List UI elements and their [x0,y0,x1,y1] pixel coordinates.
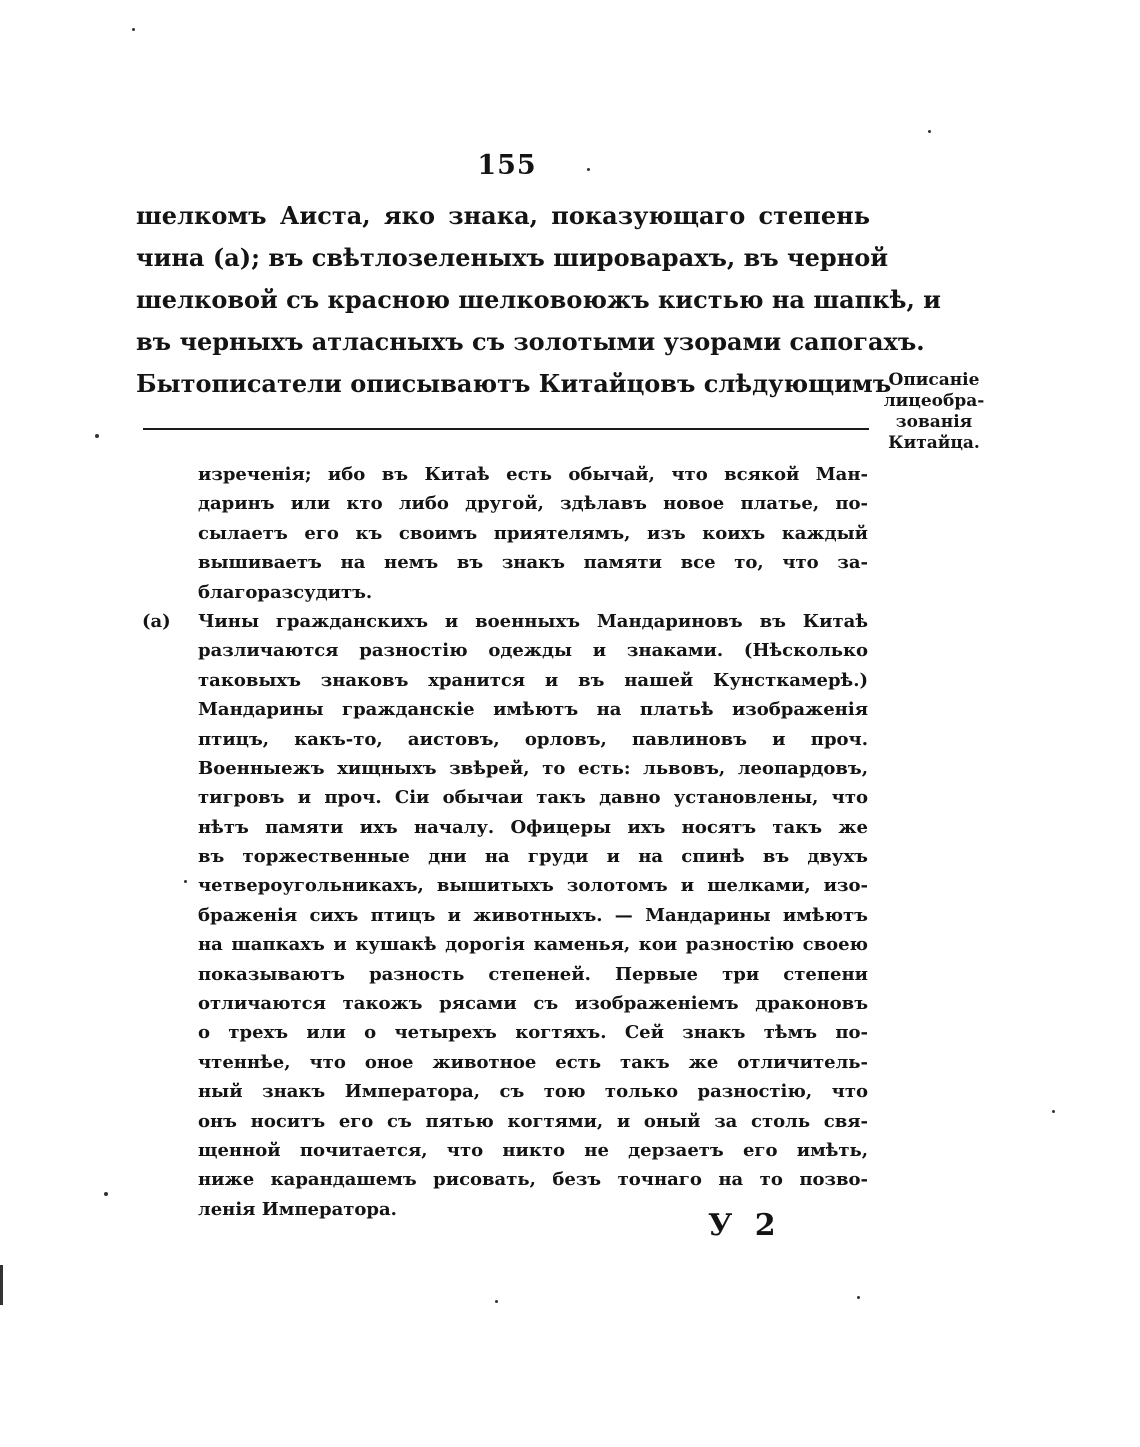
footnote-continuation-line: вышиваетъ на немъ въ знакъ памяти все то, что за- [198,552,868,574]
footnote-continuation-line: благоразсудитъ. [198,581,373,603]
main-text-line: чина (а); въ свѣтлозеленыхъ широварахъ, въ черной [136,243,889,272]
scan-speck [857,1296,860,1299]
marginal-note [878,370,990,454]
footnote-a-line: онъ носитъ его съ пятью когтями, и оный за столь свя- [198,1110,868,1132]
main-text-line: шелкомъ Аиста, яко знака, показующаго степень [136,201,870,230]
scan-speck [928,130,931,133]
footnote-a-line: въ торжественные дни на груди и на спинѣ въ двухъ [198,846,868,868]
footnote-a-line: четвероугольникахъ, вышитыхъ золотомъ и шелками, изо- [198,875,868,897]
footnote-a-line: показываютъ разность степеней. Первые три степени [198,963,868,985]
scan-speck [104,1192,108,1196]
footnote-a-line: браженія сихъ птицъ и животныхъ. — Мандарины имѣютъ [198,904,868,926]
page-number: 155 [477,150,537,181]
footnote-a-line: птицъ, какъ-то, аистовъ, орловъ, павлиновъ и проч. [198,728,868,750]
footnote-a-line: Мандарины гражданскіе имѣютъ на платьѣ изображенія [198,699,868,721]
signature-mark: У 2 [708,1208,782,1243]
scan-speck [495,1300,498,1303]
scan-speck [1052,1110,1055,1113]
footnote-separator-rule [143,428,869,430]
marginal-note-line: лицеобра- [883,391,985,411]
footnote-a-line: чтеннѣе, что оное животное есть такъ же отличитель- [198,1051,868,1073]
footnote-a-line: нѣтъ памяти ихъ началу. Офицеры ихъ носятъ такъ же [198,816,868,838]
footnote-a-line: ный знакъ Императора, съ тою только разностію, что [198,1081,868,1103]
main-text-line: въ черныхъ атласныхъ съ золотыми узорами сапогахъ. [136,327,925,356]
footnote-a-line: ленія Императора. [198,1198,397,1220]
footnote-a-line: ниже карандашемъ рисовать, безъ точнаго на то позво- [198,1169,868,1191]
footnote-a-line: таковыхъ знаковъ хранится и въ нашей Кунсткамерѣ.) [198,669,868,691]
footnote-continuation-line: изреченія; ибо въ Китаѣ есть обычай, что всякой Ман- [198,464,868,485]
footnote-a-line: Чины гражданскихъ и военныхъ Мандариновъ въ Китаѣ [198,610,868,632]
footnote-a-line: различаются разностію одежды и знаками. (Нѣсколько [198,640,868,662]
scan-speck [184,880,187,883]
marginal-note-line: Описаніе [888,370,980,390]
footnote-marker: (а) [142,610,171,632]
footnote-a-line: на шапкахъ и кушакѣ дорогія каменья, кои разностію своею [198,934,868,956]
footnote-a-line: Военныежъ хищныхъ звѣрей, то есть: львовъ, леопардовъ, [198,757,868,779]
scan-speck [95,434,99,438]
footnote-a-line: тигровъ и проч. Сіи обычаи такъ давно установлены, что [198,787,868,809]
main-text-line: Бытописатели описываютъ Китайцовъ слѣдующимъ [136,369,892,398]
scan-speck [587,168,590,171]
footnote-a-first-line [142,607,868,636]
scan-speck [0,1265,3,1305]
marginal-note-line: Китайца. [888,433,980,453]
footnote-a-line: о трехъ или о четырехъ когтяхъ. Сей знакъ тѣмъ по- [198,1022,868,1044]
footnote-continuation-line: даринъ или кто либо другой, здѣлавъ новое платье, по- [198,493,868,515]
footnotes [142,460,868,1224]
scan-speck [132,28,135,31]
footnote-continuation-line: сылаетъ его къ своимъ приятелямъ, изъ коихъ каждый [198,522,868,544]
marginal-note-line: зованія [895,412,973,432]
footnote-a-line: щенной почитается, что никто не дерзаетъ его имѣть, [198,1139,868,1161]
footnote-a-line: отличаются такожъ рясами съ изображеніемъ драконовъ [198,993,868,1015]
main-text-line: шелковой съ красною шелковоюжъ кистью на шапкѣ, и [136,285,941,314]
